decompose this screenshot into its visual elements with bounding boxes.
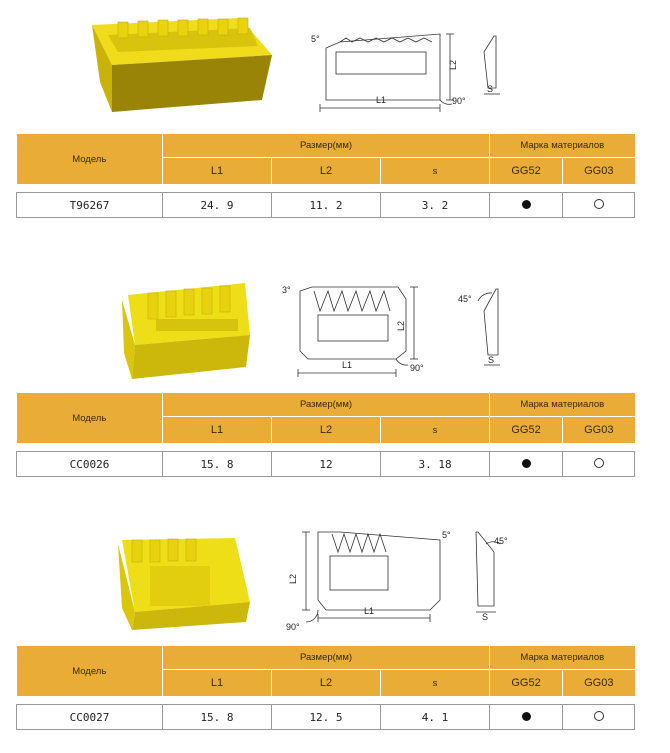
- front-view-drawing-2: [298, 287, 418, 377]
- product-section-3: [0, 518, 670, 753]
- l1-dimension-label-2: L1: [342, 360, 353, 370]
- l2-dimension-label-2: L2: [396, 320, 406, 331]
- header-l2: L2: [272, 158, 381, 185]
- header-size: Размер(мм): [163, 646, 490, 670]
- header-gg52: GG52: [490, 417, 563, 444]
- l2-dimension-label-1: L2: [448, 59, 458, 70]
- angle-bottom-label-2: 90°: [410, 363, 424, 373]
- cell-gg03: [563, 705, 635, 730]
- cell-gg03: [563, 452, 635, 477]
- cell-l2: 12: [272, 452, 381, 477]
- header-l1: L1: [163, 670, 272, 697]
- product-illustration-1: [0, 0, 670, 135]
- header-gg03: GG03: [563, 670, 635, 697]
- l1-dimension-label-3: L1: [364, 606, 375, 616]
- empty-circle-icon: [594, 711, 604, 721]
- filled-dot-icon: [522, 459, 531, 468]
- product-section-1: [0, 0, 670, 240]
- header-l1: L1: [163, 417, 272, 444]
- cell-gg52: [490, 705, 563, 730]
- header-gg03: GG03: [563, 417, 635, 444]
- cell-l1: 15. 8: [163, 705, 272, 730]
- product-section-2: [0, 255, 670, 485]
- header-model: Модель: [17, 393, 163, 443]
- header-size: Размер(мм): [163, 393, 490, 417]
- header-s: s: [381, 417, 490, 444]
- cell-gg52: [490, 193, 563, 218]
- header-l2: L2: [272, 417, 381, 444]
- angle-side-label-3: 45°: [494, 536, 508, 546]
- header-size: Размер(мм): [163, 134, 490, 158]
- angle-top-label-3: 5°: [442, 530, 451, 540]
- header-gg52: GG52: [490, 670, 563, 697]
- header-l2: L2: [272, 670, 381, 697]
- angle-side-label-2: 45°: [458, 294, 472, 304]
- header-model: Модель: [17, 134, 163, 184]
- header-model: Модель: [17, 646, 163, 696]
- table-row: [17, 705, 635, 730]
- s-dimension-label-3: S: [482, 612, 489, 622]
- l1-dimension-label-1: L1: [376, 95, 387, 105]
- insert-render-1: [92, 18, 272, 112]
- s-dimension-label-1: S: [487, 84, 494, 94]
- cell-l2: 11. 2: [272, 193, 381, 218]
- header-material: Марка материалов: [490, 393, 635, 417]
- filled-dot-icon: [522, 712, 531, 721]
- header-material: Марка материалов: [490, 134, 635, 158]
- s-dimension-label-2: S: [488, 355, 495, 365]
- spec-table-2: [16, 393, 635, 477]
- spec-table-1: [16, 134, 635, 218]
- cell-model: CC0026: [17, 452, 163, 477]
- empty-circle-icon: [594, 458, 604, 468]
- cell-l1: 24. 9: [163, 193, 272, 218]
- table-row: [17, 452, 635, 477]
- front-view-drawing-1: [320, 34, 454, 112]
- cell-model: CC0027: [17, 705, 163, 730]
- insert-render-3: [118, 538, 250, 630]
- insert-render-2: [122, 283, 250, 379]
- filled-dot-icon: [522, 200, 531, 209]
- header-s: s: [381, 670, 490, 697]
- header-l1: L1: [163, 158, 272, 185]
- cell-s: 4. 1: [381, 705, 490, 730]
- product-illustration-3: [0, 518, 670, 648]
- cell-l2: 12. 5: [272, 705, 381, 730]
- cell-s: 3. 18: [381, 452, 490, 477]
- cell-s: 3. 2: [381, 193, 490, 218]
- angle-top-label-2: 3°: [282, 285, 291, 295]
- header-material: Марка материалов: [490, 646, 635, 670]
- cell-gg52: [490, 452, 563, 477]
- cell-gg03: [563, 193, 635, 218]
- l2-dimension-label-3: L2: [288, 573, 298, 584]
- header-gg03: GG03: [563, 158, 635, 185]
- cell-l1: 15. 8: [163, 452, 272, 477]
- table-row: [17, 193, 635, 218]
- angle-bottom-label-3: 90°: [286, 622, 300, 632]
- spec-table-3: [16, 646, 635, 730]
- angle-top-label-1: 5°: [311, 34, 320, 44]
- cell-model: T96267: [17, 193, 163, 218]
- side-view-drawing-2: [478, 289, 500, 365]
- product-illustration-2: [0, 255, 670, 395]
- header-s: s: [381, 158, 490, 185]
- empty-circle-icon: [594, 199, 604, 209]
- angle-bottom-label-1: 90°: [452, 96, 466, 106]
- header-gg52: GG52: [490, 158, 563, 185]
